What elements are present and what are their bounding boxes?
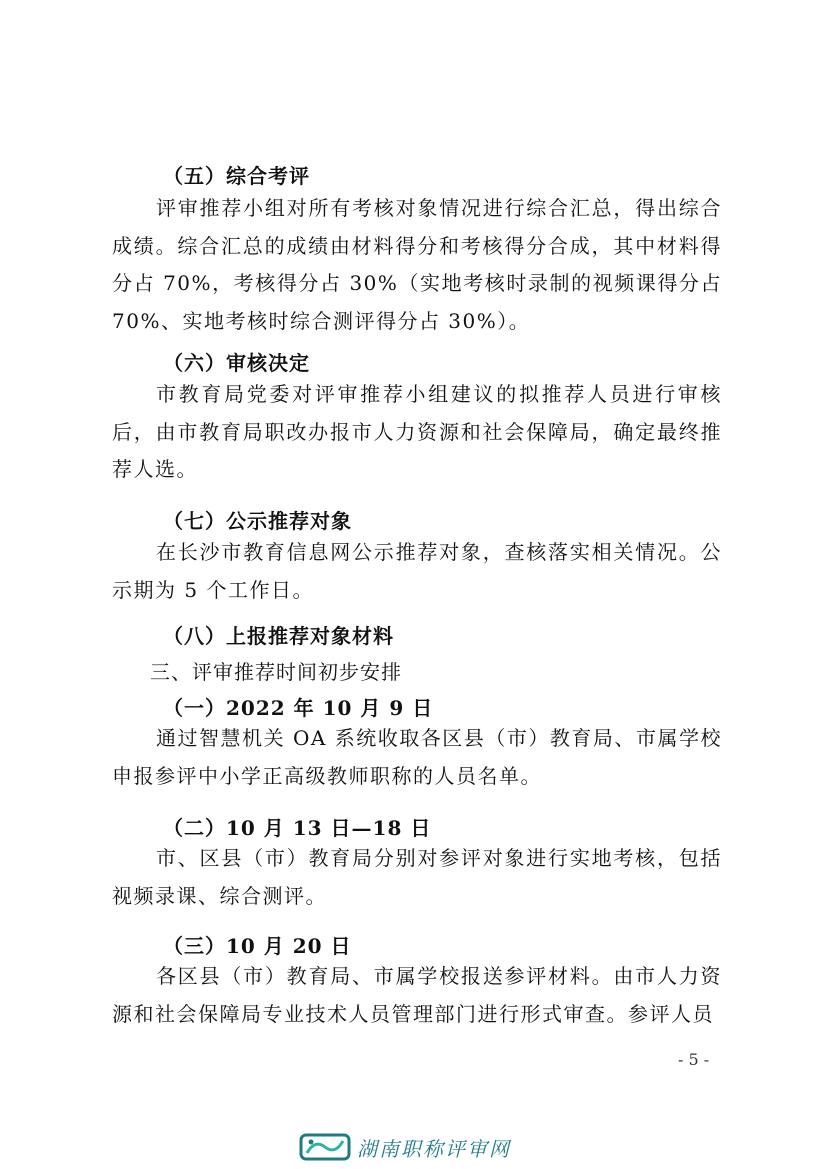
section-7-body: 在长沙市教育信息网公示推荐对象，查核落实相关情况。公示期为 5 个工作日。: [112, 540, 722, 602]
timeline-1-heading: （一）2022 年 10 月 9 日: [163, 696, 434, 720]
section-5-body: 评审推荐小组对所有考核对象情况进行综合汇总，得出综合成绩。综合汇总的成绩由材料得分和考核得分合成，其中材料得分占 70%，考核得分占 30%（实地考核时录制的视频课得分占70%、实地考核时综合测评得分占 30%）。: [112, 196, 722, 333]
section-6-heading: （六）审核决定: [163, 351, 310, 375]
section-6-body: 市教育局党委对评审推荐小组建议的拟推荐人员进行审核后，由市教育局职改办报市人力资源和社会保障局，确定最终推荐人选。: [112, 382, 722, 481]
watermark-text: 湖南职称评审网: [357, 1136, 511, 1161]
page-number: - 5 -: [678, 1050, 710, 1069]
timeline-1-body: 通过智慧机关 OA 系统收取各区县（市）教育局、市属学校申报参评中小学正高级教师职称的人员名单。: [112, 726, 722, 788]
logo-icon: [299, 1133, 351, 1161]
timeline-2-body: 市、区县（市）教育局分别对参评对象进行实地考核，包括视频录课、综合测评。: [112, 846, 722, 908]
section-8-heading: （八）上报推荐对象材料: [163, 624, 394, 648]
part-3-heading: 三、评审推荐时间初步安排: [150, 660, 402, 684]
timeline-3-heading: （三）10 月 20 日: [163, 934, 352, 958]
section-7-heading: （七）公示推荐对象: [163, 509, 352, 533]
timeline-3-body: 各区县（市）教育局、市属学校报送参评材料。由市人力资源和社会保障局专业技术人员管理部门进行形式审查。参评人员: [112, 964, 722, 1026]
site-watermark: [299, 1130, 511, 1164]
section-5-heading: （五）综合考评: [163, 164, 310, 188]
timeline-2-heading: （二）10 月 13 日—18 日: [163, 816, 432, 840]
